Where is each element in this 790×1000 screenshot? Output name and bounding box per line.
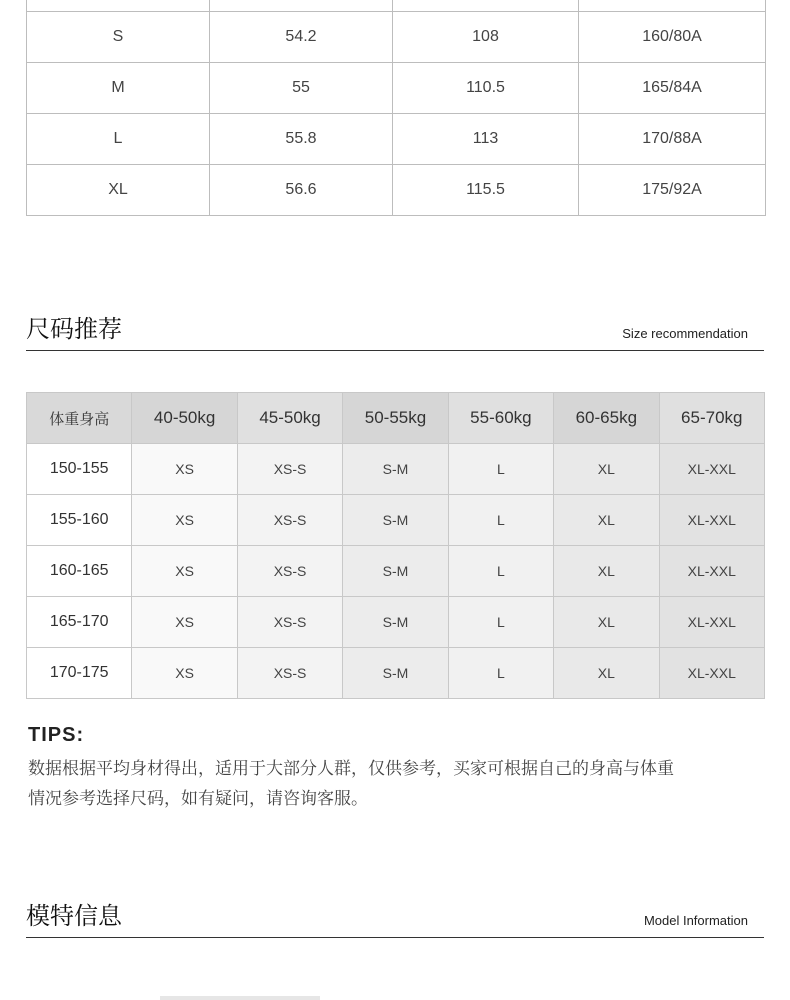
size-chart-cell: 160/80A	[579, 12, 766, 63]
recommended-size-cell: XS	[132, 648, 237, 699]
size-chart-cell: 56.6	[210, 165, 393, 216]
size-chart-cell: L	[27, 114, 210, 165]
recommended-size-cell: XL	[554, 444, 659, 495]
tips-line: 数据根据平均身材得出，适用于大部分人群，仅供参考，买家可根据自己的身高与体重	[28, 759, 674, 779]
weight-header-row	[27, 393, 765, 444]
recommended-size-cell: S-M	[343, 546, 448, 597]
image-placeholder-edge	[160, 996, 320, 1000]
height-row	[27, 546, 765, 597]
size-recommendation-table	[26, 392, 765, 699]
size-chart-row	[27, 114, 766, 165]
recommended-size-cell: XS	[132, 546, 237, 597]
recommended-size-cell: XS-S	[237, 495, 342, 546]
size-chart-row	[27, 63, 766, 114]
recommended-size-cell: L	[448, 546, 553, 597]
recommended-size-cell: XL	[554, 546, 659, 597]
recommended-size-cell: XS	[132, 495, 237, 546]
recommended-size-cell: S-M	[343, 597, 448, 648]
height-row-header: 170-175	[27, 648, 132, 699]
recommended-size-cell: XL	[554, 495, 659, 546]
weight-column-header: 55-60kg	[448, 393, 553, 444]
recommended-size-cell: XS-S	[237, 597, 342, 648]
size-chart-cell: 170/88A	[579, 114, 766, 165]
recommended-size-cell: XL	[554, 597, 659, 648]
recommended-size-cell: XS	[132, 444, 237, 495]
size-chart-cell: 108	[393, 12, 579, 63]
tips-line: 情况参考选择尺码，如有疑问，请咨询客服。	[28, 789, 368, 809]
size-chart-cell	[27, 0, 210, 12]
size-chart-row	[27, 0, 766, 12]
size-chart-cell: S	[27, 12, 210, 63]
recommendation-body	[27, 444, 765, 699]
recommended-size-cell: L	[448, 444, 553, 495]
weight-column-header: 60-65kg	[554, 393, 659, 444]
recommended-size-cell: S-M	[343, 648, 448, 699]
recommended-size-cell: XL-XXL	[659, 597, 764, 648]
size-chart-cell: M	[27, 63, 210, 114]
recommended-size-cell: XL-XXL	[659, 546, 764, 597]
height-row-header: 165-170	[27, 597, 132, 648]
recommended-size-cell: S-M	[343, 495, 448, 546]
size-chart-cell: 55.8	[210, 114, 393, 165]
recommended-size-cell: XS-S	[237, 546, 342, 597]
weight-column-header: 45-50kg	[237, 393, 342, 444]
recommended-size-cell: L	[448, 495, 553, 546]
size-chart-row	[27, 12, 766, 63]
height-row	[27, 597, 765, 648]
recommended-size-cell: XL-XXL	[659, 648, 764, 699]
recommended-size-cell: XS-S	[237, 444, 342, 495]
size-recommendation-header	[26, 315, 764, 351]
weight-column-header: 40-50kg	[132, 393, 237, 444]
recommended-size-cell: XL	[554, 648, 659, 699]
recommended-size-cell: L	[448, 648, 553, 699]
section-title-en: Model Information	[643, 913, 748, 928]
size-chart-cell: 54.2	[210, 12, 393, 63]
section-title-cn: 模特信息	[26, 902, 122, 930]
recommended-size-cell: XS-S	[237, 648, 342, 699]
size-chart-cell: 110.5	[393, 63, 579, 114]
size-chart-cell: 165/84A	[579, 63, 766, 114]
section-title-cn: 尺码推荐	[26, 315, 122, 343]
recommended-size-cell: XL-XXL	[659, 444, 764, 495]
weight-column-header: 65-70kg	[659, 393, 764, 444]
height-row	[27, 444, 765, 495]
recommended-size-cell: L	[448, 597, 553, 648]
size-chart-cell	[393, 0, 579, 12]
recommended-size-cell: S-M	[343, 444, 448, 495]
recommended-size-cell: XS	[132, 597, 237, 648]
size-chart-row	[27, 165, 766, 216]
size-chart-cell: 55	[210, 63, 393, 114]
size-chart-cell: 113	[393, 114, 579, 165]
height-row-header: 150-155	[27, 444, 132, 495]
weight-height-corner: 体重身高	[27, 393, 132, 444]
size-chart-cell: 175/92A	[579, 165, 766, 216]
height-row-header: 160-165	[27, 546, 132, 597]
height-row	[27, 495, 765, 546]
tips-title: TIPS:	[28, 724, 85, 746]
size-chart-table	[26, 0, 766, 216]
size-chart-cell: XL	[27, 165, 210, 216]
size-chart-cell: 115.5	[393, 165, 579, 216]
section-title-en: Size recommendation	[622, 326, 748, 341]
recommended-size-cell: XL-XXL	[659, 495, 764, 546]
size-chart-body	[27, 0, 766, 216]
tips-text	[28, 754, 758, 814]
size-chart-cell	[210, 0, 393, 12]
weight-column-header: 50-55kg	[343, 393, 448, 444]
height-row	[27, 648, 765, 699]
model-information-header	[26, 902, 764, 938]
height-row-header: 155-160	[27, 495, 132, 546]
size-chart-cell	[579, 0, 766, 12]
